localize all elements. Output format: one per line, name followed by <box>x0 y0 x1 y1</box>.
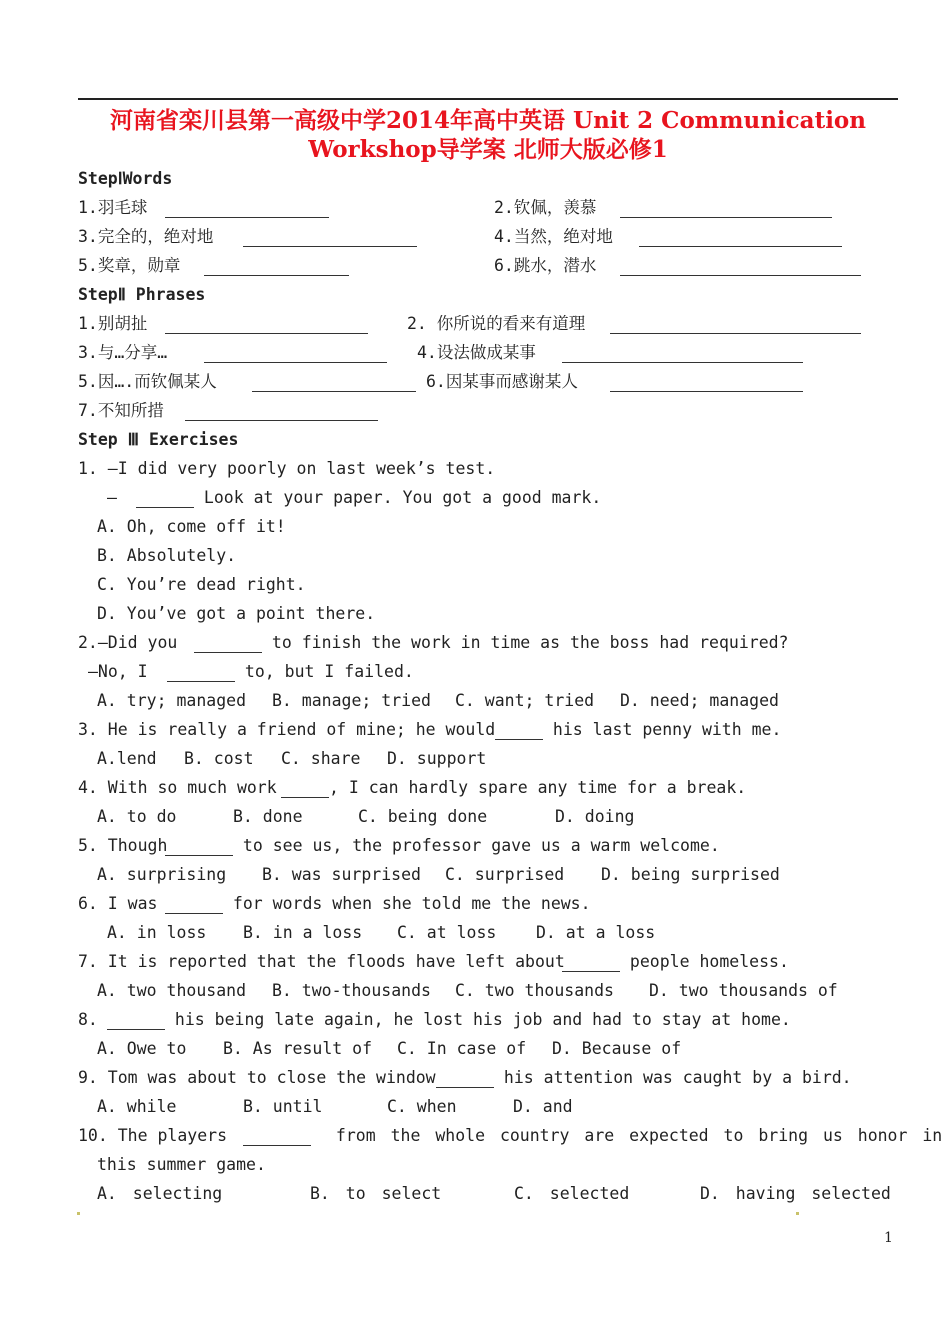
q6-stem: 6. I was for words when she told me the news. <box>78 894 591 913</box>
q9-stem: 9. Tom was about to close the window his attention was caught by a bird. <box>78 1068 852 1087</box>
q5-options: A. surprising B. was surprised C. surprised D. being surprised <box>97 865 780 884</box>
document-title-line2: Workshop导学案 北师大版必修1 <box>308 136 668 163</box>
q3-options: A.lend B. cost C. share D. support <box>97 749 487 768</box>
q6-options: A. in loss B. in a loss C. at loss D. at a loss <box>107 923 656 942</box>
q8-stem: 8. his being late again, he lost his job and had to stay at home. <box>78 1010 791 1029</box>
phrase-row-2: 3.与…分享… 4.设法做成某事 <box>0 338 950 367</box>
word-row-1: 1.羽毛球 2.钦佩，羡慕 <box>0 193 950 222</box>
q2-stem: 2.—Did you to finish the work in time as the boss had required? <box>78 633 789 652</box>
q1-option-d: D. You’ve got a point there. <box>97 604 376 623</box>
q1-option-c: C. You’re dead right. <box>97 575 306 594</box>
speck <box>796 1212 799 1215</box>
page-number: 1 <box>884 1230 893 1246</box>
phrase-row-3: 5.因….而钦佩某人 6.因某事而感谢某人 <box>0 367 950 396</box>
step3-heading: Step Ⅲ Exercises <box>78 430 239 449</box>
q10-stem-cont: this summer game. <box>97 1155 266 1174</box>
phrase-row-1: 1.别胡扯 2. 你所说的看来有道理 <box>0 309 950 338</box>
word-row-3: 5.奖章，勋章 6.跳水，潜水 <box>0 251 950 280</box>
q3-stem: 3. He is really a friend of mine; he would his last penny with me. <box>78 720 782 739</box>
q2-reply: —No, I to, but I failed. <box>88 662 414 681</box>
q4-stem: 4. With so much work , I can hardly spare any time for a break. <box>78 778 747 797</box>
q1-reply: — Look at your paper. You got a good mark. <box>107 488 602 507</box>
q9-options: A. while B. until C. when D. and <box>97 1097 573 1116</box>
step1-heading: StepⅠWords <box>78 169 173 188</box>
q5-stem: 5. Though to see us, the professor gave us a warm welcome. <box>78 836 720 855</box>
q1-stem: 1. —I did very poorly on last week’s test. <box>78 459 496 478</box>
q10-stem: 10. The players from the whole country are expected to bring us honor in <box>78 1126 943 1145</box>
q1-option-a: A. Oh, come off it! <box>97 517 286 536</box>
q7-stem: 7. It is reported that the floods have left about people homeless. <box>78 952 789 971</box>
q8-options: A. Owe to B. As result of C. In case of D. Because of <box>97 1039 682 1058</box>
phrase-row-4: 7.不知所措 <box>0 396 950 425</box>
q2-options: A. try; managed B. manage; tried C. want; tried D. need; managed <box>97 691 779 710</box>
q10-options: A. selecting B. to select C. selected D. having selected <box>97 1184 891 1203</box>
speck <box>77 1212 80 1215</box>
q4-options: A. to do B. done C. being done D. doing <box>97 807 635 826</box>
q1-option-b: B. Absolutely. <box>97 546 237 565</box>
top-rule <box>78 98 898 100</box>
q7-options: A. two thousand B. two-thousands C. two thousands D. two thousands of <box>97 981 838 1000</box>
document-title-line1: 河南省栾川县第一高级中学2014年高中英语 Unit 2 Communication <box>109 107 866 134</box>
word-row-2: 3.完全的，绝对地 4.当然，绝对地 <box>0 222 950 251</box>
step2-heading: StepⅡ Phrases <box>78 285 206 304</box>
